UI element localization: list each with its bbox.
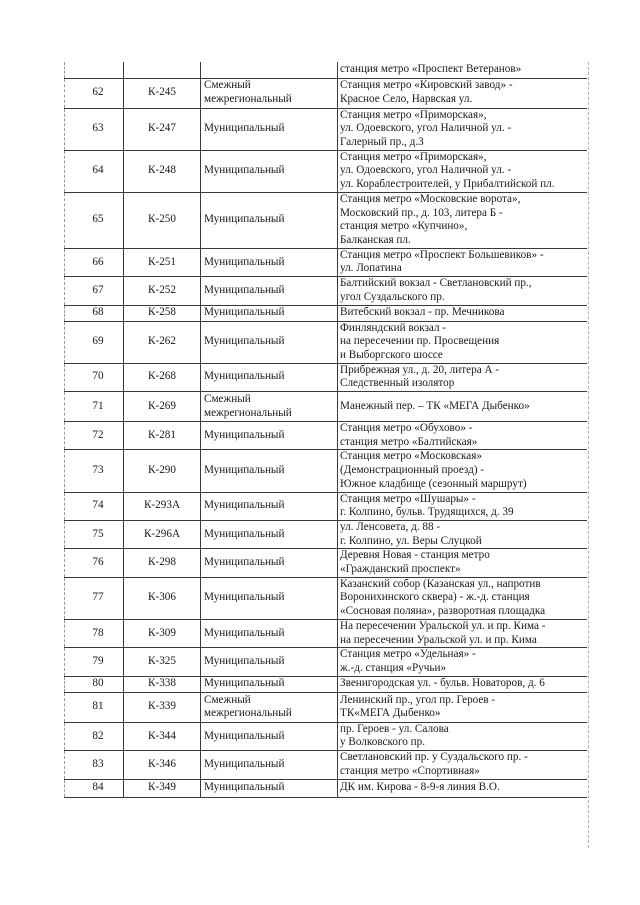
route-code: К-268 [124,363,201,391]
route-type-line: Муниципальный [204,499,285,512]
route-description [338,78,587,108]
route-description-line: на пересечении Уральской ул. и пр. Кима [340,633,537,646]
route-description-line: Станция метро «Обухово» - [340,422,473,435]
route-type [201,192,338,248]
route-description [338,648,587,676]
route-description-line: Станция метро «Удельная» - [340,648,476,661]
row-number: 74 [65,492,124,520]
route-description-line: г. Колпино, ул. Веры Слуцкой [340,534,482,547]
route-type [201,692,338,722]
route-description [338,62,587,78]
row-number: 67 [65,277,124,305]
row-number: 79 [65,648,124,676]
route-description-line: Южное кладбище (сезонный маршрут) [340,477,527,490]
route-type [201,248,338,276]
route-description-line: ДК им. Кирова - 8-9-я линия В.О. [340,781,500,794]
route-description [338,577,587,619]
table-row [65,577,587,619]
route-type-line: Муниципальный [204,729,285,742]
route-description-line: у Волковского пр. [340,736,426,749]
route-description-line: г. Колпино, бульв. Трудящихся, д. 39 [340,506,514,519]
route-description [338,779,587,797]
row-number: 68 [65,305,124,321]
route-description [338,248,587,276]
table-row [65,619,587,647]
route-description [338,392,587,422]
route-description-line: Станция метро «Московские ворота», [340,192,521,205]
row-number: 69 [65,321,124,363]
row-number: 84 [65,779,124,797]
route-code: К-245 [124,78,201,108]
route-type [201,321,338,363]
route-description-line: ул. Кораблестроителей, у Прибалтийской пл. [340,178,555,191]
route-description-line: ул. Ленсовета, д. 88 - [340,520,441,533]
route-type [201,722,338,750]
route-description-line: Финляндский вокзал - [340,321,447,334]
route-type-line: Муниципальный [204,464,285,477]
table-row [65,150,587,192]
route-type-line: межрегиональный [204,93,292,105]
route-description [338,321,587,363]
table-row [65,450,587,492]
route-description-line: Красное Село, Нарвская ул. [340,93,473,105]
route-type [201,150,338,192]
route-description [338,722,587,750]
route-type-line: Муниципальный [204,335,285,348]
row-number: 72 [65,422,124,450]
table-row [65,492,587,520]
route-description-line: Станция метро «Проспект Большевиков» - [340,248,544,261]
row-number: 70 [65,363,124,391]
route-type [201,62,338,78]
route-description-line: станция метро «Балтийская» [340,435,478,448]
route-type [201,779,338,797]
route-description-line: и Выборгского шоссе [340,348,443,361]
table-row [65,648,587,676]
route-type-line: Муниципальный [204,626,285,639]
row-number: 62 [65,78,124,108]
route-type [201,676,338,692]
route-type [201,648,338,676]
route-code: К-344 [124,722,201,750]
route-code: К-339 [124,692,201,722]
route-code: К-349 [124,779,201,797]
route-description-line: станция метро «Проспект Ветеранов» [340,62,522,75]
route-description-line: Деревня Новая - станция метро [340,549,490,562]
route-code [124,62,201,78]
route-code: К-247 [124,108,201,150]
route-code: К-296А [124,520,201,548]
table-row [65,692,587,722]
route-description-line: Светлановский пр. у Суздальского пр. - [340,751,528,764]
row-number: 78 [65,619,124,647]
row-number: 75 [65,520,124,548]
route-type [201,277,338,305]
route-type-line: межрегиональный [204,406,292,419]
route-description-line: Балканская пл. [340,233,411,246]
route-type [201,305,338,321]
route-type-line: Муниципальный [204,213,285,226]
route-type-line: Муниципальный [204,655,285,668]
route-description-line: ул. Одоевского, угол Наличной ул. - [340,122,512,135]
route-description [338,363,587,391]
route-description-line: станция метро «Купчино», [340,220,468,233]
row-number: 82 [65,722,124,750]
route-description-line: ТК«МЕГА Дыбенко» [340,707,441,720]
route-description [338,751,587,779]
table-row [65,751,587,779]
row-number: 64 [65,150,124,192]
route-type [201,751,338,779]
table-row [65,363,587,391]
route-description-line: Манежный пер. – ТК «МЕГА Дыбенко» [340,399,530,412]
route-type-line: Муниципальный [204,781,285,794]
route-description-line: Ленинский пр., угол пр. Героев - [340,693,496,706]
route-type-line: Муниципальный [204,255,285,268]
route-type-line: Муниципальный [204,283,285,296]
route-type [201,78,338,108]
table-row [65,422,587,450]
route-description-line: пр. Героев - ул. Салова [340,722,449,735]
route-code: К-262 [124,321,201,363]
route-description-line: Звенигородская ул. - бульв. Новаторов, д. 6 [340,677,545,690]
route-description-line: ул. Лопатина [340,262,402,275]
route-code: К-293А [124,492,201,520]
routes-table-body [65,62,587,797]
route-description [338,277,587,305]
route-description [338,305,587,321]
route-type [201,619,338,647]
route-description-line: Станция метро «Московская» [340,450,482,463]
table-row [65,108,587,150]
route-description [338,108,587,150]
route-description-line: «Сосновая поляна», разворотная площадка [340,605,546,618]
route-description-line: Прибрежная ул., д. 20, литера А - [340,363,500,376]
route-type-line: Муниципальный [204,591,285,604]
route-code: К-325 [124,648,201,676]
table-right-edge [587,62,589,848]
table-row [65,305,587,321]
table-row [65,78,587,108]
route-type [201,520,338,548]
route-type-line: Муниципальный [204,527,285,540]
table-row-continuation [65,62,587,78]
route-code: К-338 [124,676,201,692]
table-row [65,321,587,363]
route-description-line: Казанский собор (Казанская ул., напротив [340,577,541,590]
route-type [201,422,338,450]
route-code: К-252 [124,277,201,305]
row-number [65,62,124,78]
route-type-line: Смежный [204,79,251,92]
row-number: 81 [65,692,124,722]
row-number: 76 [65,549,124,577]
route-description-line: на пересечении пр. Просвещения [340,335,500,348]
route-type-line: Муниципальный [204,370,285,383]
route-description-line: угол Суздальского пр. [340,290,445,303]
route-type-line: межрегиональный [204,707,292,720]
route-code: К-290 [124,450,201,492]
row-number: 66 [65,248,124,276]
row-number: 73 [65,450,124,492]
route-type-line: Муниципальный [204,306,285,319]
route-type [201,492,338,520]
route-description-line: Галерный пр., д.3 [340,135,424,148]
route-type [201,577,338,619]
route-description-line: Витебский вокзал - пр. Мечникова [340,306,505,319]
route-description-line: станция метро «Спортивная» [340,764,480,777]
row-number: 71 [65,392,124,422]
route-type-line: Смежный [204,392,251,405]
route-description [338,492,587,520]
table-row [65,779,587,797]
route-type-line: Муниципальный [204,757,285,770]
table-row [65,392,587,422]
route-description [338,192,587,248]
table-row [65,722,587,750]
routes-table [64,62,587,798]
row-number: 77 [65,577,124,619]
table-row [65,277,587,305]
route-description-line: ж.-д. станция «Ручьи» [340,662,447,674]
route-type-line: Муниципальный [204,122,285,135]
route-type [201,392,338,422]
route-description-line: Станция метро «Шушары» - [340,492,476,505]
route-description-line: Балтийский вокзал - Светлановский пр., [340,277,532,290]
route-type [201,549,338,577]
route-description-line: На пересечении Уральской ул. и пр. Кима - [340,619,546,632]
route-description-line: (Демонстрационный проезд) - [340,464,485,477]
row-number: 80 [65,676,124,692]
route-type-line: Муниципальный [204,677,285,690]
route-description [338,692,587,722]
route-description [338,450,587,492]
route-description-line: Станция метро «Приморская», [340,108,487,121]
route-description-line: Станция метро «Кировский завод» - [340,79,513,92]
route-description [338,422,587,450]
route-description-line: Московский пр., д. 103, литера Б - [340,206,503,219]
route-description-line: Воронихинского сквера) - ж.-д. станция [340,591,530,604]
row-number: 63 [65,108,124,150]
table-row [65,520,587,548]
route-code: К-346 [124,751,201,779]
table-row [65,248,587,276]
route-type-line: Муниципальный [204,556,285,569]
route-code: К-250 [124,192,201,248]
route-type [201,108,338,150]
table-row [65,192,587,248]
route-type [201,450,338,492]
route-code: К-281 [124,422,201,450]
route-code: К-251 [124,248,201,276]
row-number: 83 [65,751,124,779]
route-description-line: ул. Одоевского, угол Наличной ул. - [340,164,512,177]
route-description-line: Станция метро «Приморская», [340,150,487,163]
route-code: К-269 [124,392,201,422]
route-type-line: Смежный [204,693,251,706]
route-code: К-248 [124,150,201,192]
route-code: К-309 [124,619,201,647]
row-number: 65 [65,192,124,248]
route-description [338,150,587,192]
route-description [338,549,587,577]
route-code: К-306 [124,577,201,619]
table-row [65,676,587,692]
route-description-line: Следственный изолятор [340,377,455,390]
route-description [338,676,587,692]
route-description-line: «Гражданский проспект» [340,563,461,576]
route-code: К-258 [124,305,201,321]
table-row [65,549,587,577]
route-description [338,619,587,647]
route-code: К-298 [124,549,201,577]
route-type [201,363,338,391]
route-description [338,520,587,548]
route-type-line: Муниципальный [204,164,285,177]
route-type-line: Муниципальный [204,428,285,441]
